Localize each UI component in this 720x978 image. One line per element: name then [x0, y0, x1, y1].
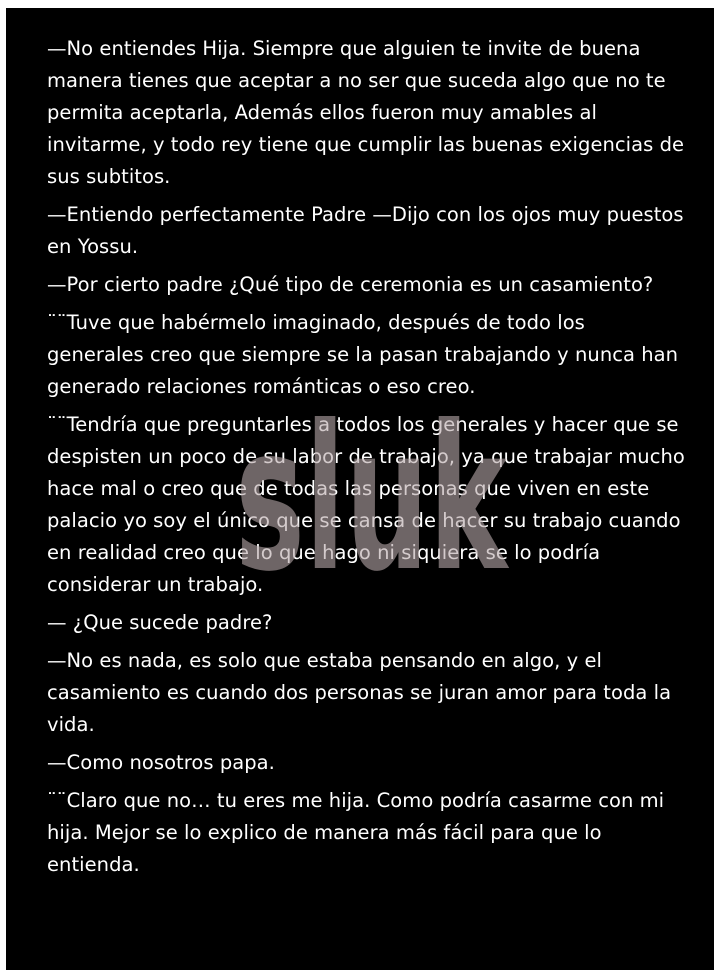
- paragraph: —Entiendo perfectamente Padre —Dijo con los ojos muy puestos en Yossu.: [47, 203, 684, 258]
- paragraph: ¨¨Claro que no… tu eres me hija. Como podría casarme con mi hija. Mejor se lo explico de manera más fácil para que lo entienda.: [47, 789, 665, 876]
- story-text: [47, 33, 687, 887]
- paragraph: —No es nada, es solo que estaba pensando en algo, y el casamiento es cuando dos personas se juran amor para toda la vida.: [47, 649, 672, 736]
- paragraph: —Por cierto padre ¿Qué tipo de ceremonia es un casamiento?: [47, 273, 654, 296]
- paragraph: —Como nosotros papa.: [47, 751, 275, 774]
- watermark-text: sluk: [235, 383, 510, 608]
- paragraph: — ¿Que sucede padre?: [47, 611, 273, 634]
- paragraph: ¨¨Tuve que habérmelo imaginado, después de todo los generales creo que siempre se la pasan trabajando y nunca han generado relaciones románticas o eso creo.: [47, 311, 679, 398]
- paragraph: ¨¨Tendría que preguntarles a todos los generales y hacer que se despisten un poco de su labor de trabajo, ya que trabajar mucho hace mal o creo que de todas las personas que viven en este palacio yo soy el único que se cansa de hacer su trabajo cuando en realidad creo que lo que hago ni siquiera se lo podría considerar un trabajo.: [47, 413, 685, 596]
- page: [6, 8, 714, 970]
- paragraph: —No entiendes Hija. Siempre que alguien te invite de buena manera tienes que aceptar a no ser que suceda algo que no te permita aceptarla, Además ellos fueron muy amables al invitarme, y todo rey tiene que cumplir las buenas exigencias de sus subtitos.: [47, 37, 685, 188]
